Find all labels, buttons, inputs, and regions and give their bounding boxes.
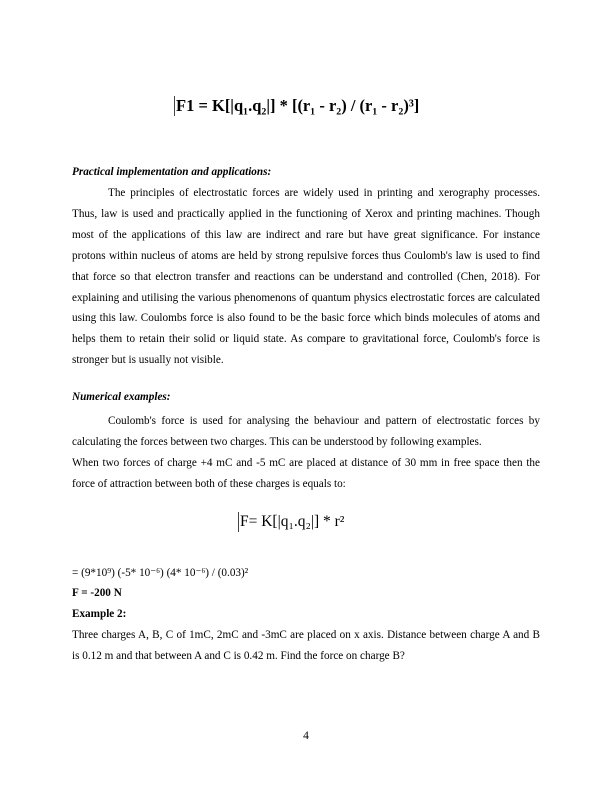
page-number: 4 — [303, 730, 309, 742]
equation-1-image — [174, 94, 419, 118]
equation-1: F1 = K[|q₁.q₂|] * [(r₁ - r₂) / (r₁ - r₂)³] — [176, 96, 420, 115]
paragraph-practical: The principles of electrostatic forces are widely used in printing and xerography processes. Thus, law is used and practically applied in the functioning of Xerox and printing machines. Though most of the applications of this law are indirect and rare but have great significance. For instance protons within nucleus of atoms are held by strong repulsive forces thus Coulomb's law is used to find that force so that electron transfer and reactions can be understand and controlled (Chen, 2018). For explaining and utilising the various phenomenons of quantum physics electrostatic forces are calculated using this law. Coulombs force is also found to be the basic force which binds molecules of atoms and helps them to retain their solid or liquid state. As compare to gravitational force, Coulomb's force is stronger but is usually not visible. — [72, 187, 540, 367]
paragraph-example-2: Three charges A, B, C of 1mC, 2mC and -3mC are placed on x axis. Distance between charge A and B is 0.12 m and that between A and C is 0.42 m. Find the force on charge B? — [72, 629, 540, 662]
example-2-heading: Example 2: — [72, 608, 127, 620]
section-heading-numerical: Numerical examples: — [72, 391, 171, 403]
result-line: F = -200 N — [72, 587, 122, 599]
text-cursor — [238, 512, 239, 532]
paragraph-numerical-intro: Coulomb's force is used for analysing the behaviour and pattern of electrostatic forces by calculating the forces between two charges. This can be understood by following examples. — [72, 415, 540, 448]
calculation-line: = (9*10⁹) (-5* 10⁻⁶) (4* 10⁻⁶) / (0.03)² — [72, 567, 249, 579]
equation-2-image — [238, 510, 344, 534]
paragraph-problem-1: When two forces of charge +4 mC and -5 mC are placed at distance of 30 mm in free space then the force of attraction between both of these charges is equals to: — [72, 457, 540, 490]
text-cursor — [174, 96, 175, 116]
equation-2: F= K[|q₁.q₂|] * r² — [240, 513, 345, 530]
section-heading-practical: Practical implementation and applications: — [72, 166, 272, 178]
